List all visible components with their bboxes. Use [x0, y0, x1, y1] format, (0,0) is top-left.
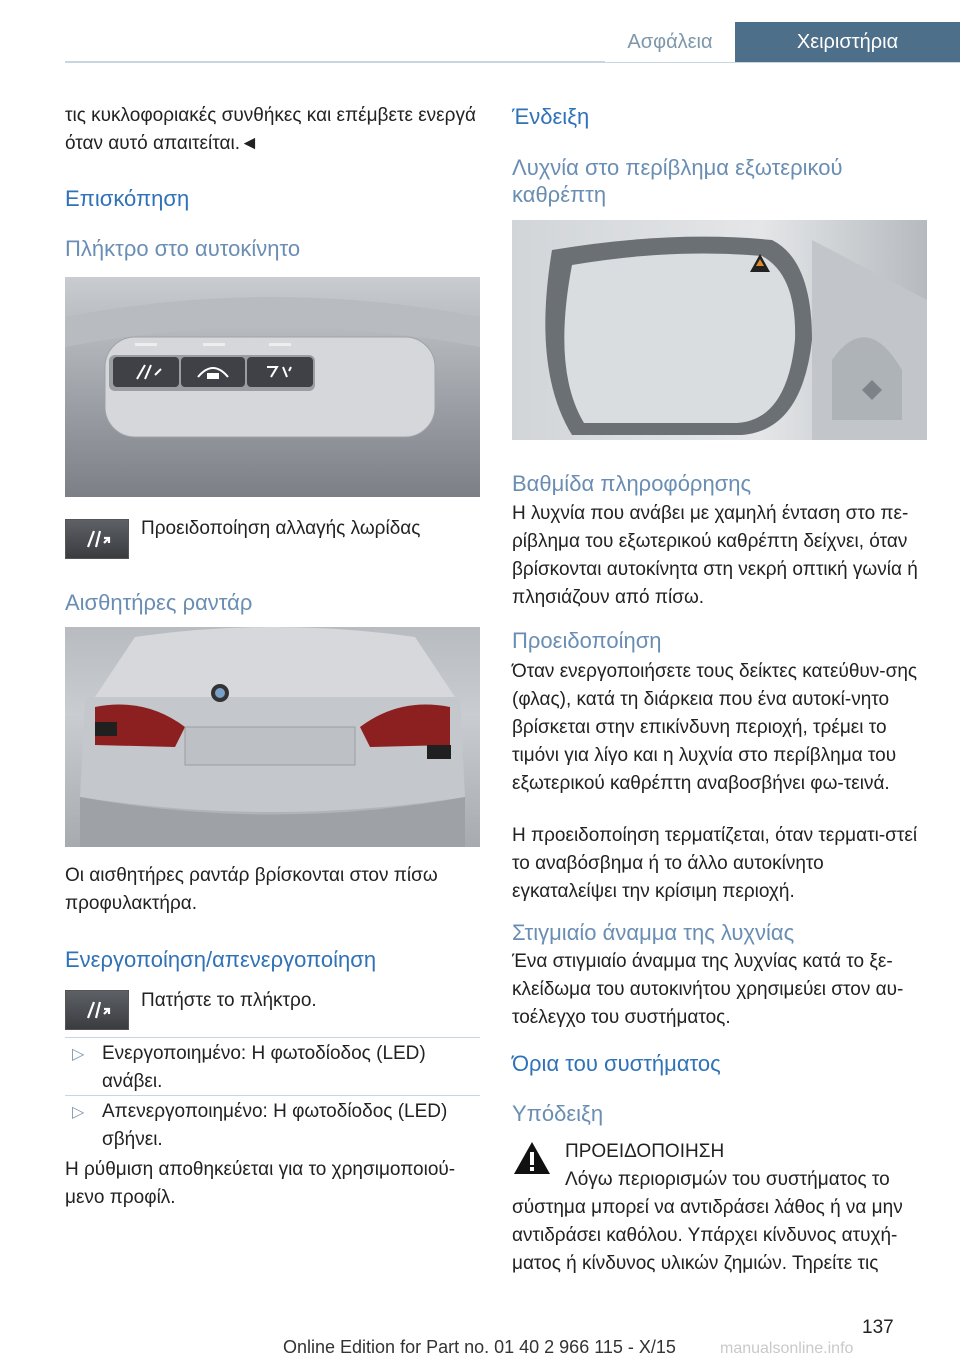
heading-radar-sensors: Αισθητήρες ραντάρ [65, 590, 253, 615]
warning-text-2: Η προειδοποίηση τερματίζεται, όταν τερματι‐στεί το αναβόσβημα ή το άλλο αυτοκίνητο εγκαταλείψει την κρίσιμη περιοχή. [512, 825, 918, 902]
watermark: manualsonline.info [720, 1340, 854, 1357]
warning-first-line: Λόγω περιορισμών του συστήματος το [565, 1169, 890, 1190]
heading-flash: Στιγμιαίο άναμμα της λυχνίας [512, 920, 795, 945]
heading-warning: Προειδοποίηση [512, 628, 662, 653]
chapter-tab[interactable] [735, 22, 960, 62]
heading-system-limits: Όρια του συστήματος [512, 1051, 721, 1076]
heading-info-level: Βαθμίδα πληροφόρησης [512, 471, 752, 496]
info-level-text: Η λυχνία που ανάβει με χαμηλή ένταση στο πε‐ρίβλημα του εξωτερικού καθρέπτη δείχνει, όταν βρίσκονται αυτοκίνητα στη νεκρή οπτική γωνία ή πλησιάζουν από πίσω. [512, 503, 918, 608]
bullet-activated: Ενεργοποιημένο: Η φωτοδίοδος (LED) ανάβει. [102, 1043, 426, 1092]
divider [65, 1095, 480, 1096]
heading-overview: Επισκόπηση [65, 186, 190, 211]
radar-description: Οι αισθητήρες ραντάρ βρίσκονται στον πίσω προφυλακτήρα. [65, 865, 438, 914]
heading-activate-deactivate: Ενεργοποίηση/απενεργοποίηση [65, 947, 377, 972]
divider [65, 1037, 480, 1038]
mirror-photo [512, 220, 927, 440]
section-tab[interactable] [605, 22, 735, 62]
warning-title: ΠΡΟΕΙΔΟΠΟΙΗΣΗ [565, 1141, 725, 1162]
setting-saved-text: Η ρύθμιση αποθηκεύεται για το χρησιμοποιού‐μενο προφίλ. [65, 1159, 456, 1208]
heading-mirror-lamp: Λυχνία στο περίβλημα εξωτερικού καθρέπτη [512, 155, 843, 207]
warning-body: σύστημα μπορεί να αντιδράσει λάθος ή να μην αντιδράσει καθόλου. Υπάρχει κίνδυνος ατυχή‐ματος ή κίνδυνος υλικών ζημιών. Τηρείτε τις [512, 1197, 903, 1274]
press-button-instruction: Πατήστε το πλήκτρο. [141, 990, 317, 1011]
bullet-arrow-icon: ▷ [72, 1104, 85, 1121]
heading-note: Υπόδειξη [512, 1101, 604, 1126]
heading-display: Ένδειξη [512, 104, 590, 129]
intro-text: τις κυκλοφοριακές συνθήκες και επέμβετε ενεργά όταν αυτό απαιτείται.◄ [65, 105, 476, 154]
warning-triangle-icon [512, 1140, 552, 1181]
lane-change-warning-button-icon-2 [65, 990, 129, 1030]
edition-footer: Online Edition for Part no. 01 40 2 966 115 - X/15 [283, 1337, 676, 1357]
section-tab-label: Ασφάλεια [627, 30, 713, 53]
page-number: 137 [862, 1317, 894, 1338]
warning-text-1: Όταν ενεργοποιήσετε τους δείκτες κατεύθυν‐σης (φλας), κατά τη διάρκεια που ένα αυτοκί‐νητο βρίσκεται στην επικίνδυνη περιοχή, τρέμει το τιμόνι για λίγο και η λυχνία στο περίβλημα του εξωτερικού καθρέπτη αναβοσβήνει φω‐τεινά. [512, 661, 918, 794]
heading-button-in-car: Πλήκτρο στο αυτοκίνητο [65, 236, 301, 261]
flash-text: Ένα στιγμιαίο άναμμα της λυχνίας κατά το ξε‐κλείδωμα του αυτοκινήτου χρησιμεύει στον αυ‐τοέλεγχο του συστήματος. [512, 951, 904, 1028]
bullet-deactivated: Απενεργοποιημένο: Η φωτοδίοδος (LED) σβήνει. [102, 1101, 448, 1150]
button-photo [65, 277, 480, 497]
lane-change-warning-button-icon [65, 519, 129, 559]
radar-sensor-photo [65, 627, 480, 847]
caption-lane-change-warning: Προειδοποίηση αλλαγής λωρίδας [141, 518, 421, 539]
bullet-arrow-icon: ▷ [72, 1046, 85, 1063]
chapter-tab-label: Χειριστήρια [796, 30, 899, 53]
